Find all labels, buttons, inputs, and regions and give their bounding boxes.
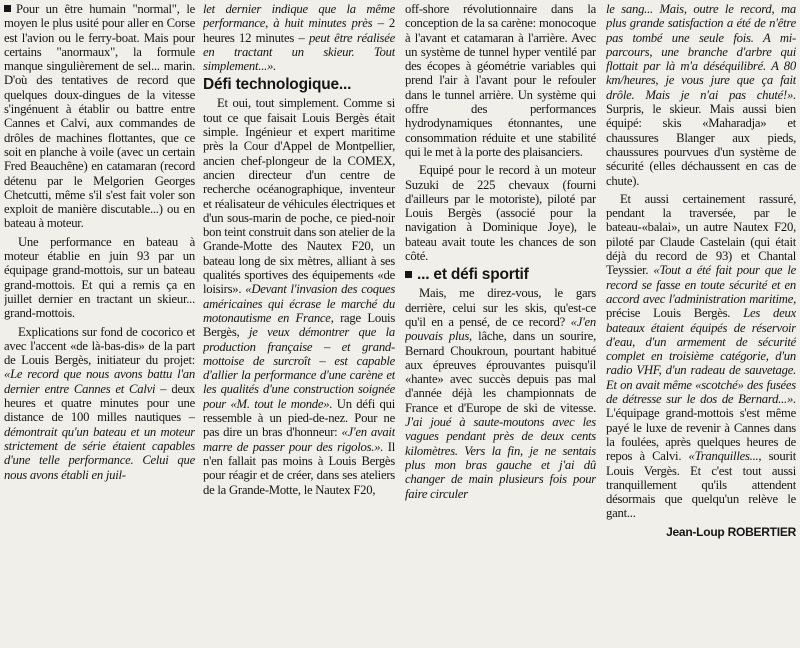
paragraph: Explications sur fond de cocorico et avec l'accent «de là-bas-dis» de la part de Louis Bergès, initiateur du projet: «Le record que nous avons battu l'an dernier entre Cannes et Calvi – deux heures et quatre minutes pour une distance de 100 milles nautiques – démontrait qu'un bateau et un moteur strictement de série étaient capables d'une telle performance. Celui que nous avons établi en juil-: [4, 324, 195, 482]
article-column-4: [606, 2, 796, 646]
author-signature: Jean-Loup ROBERTIER: [666, 524, 796, 539]
paragraph: Mais, me direz-vous, le gars derrière, celui sur les skis, qu'est-ce qu'il en a pensé, de ce record? «J'en pouvais plus, lâche, dans un sourire, Bernard Choukroun, pourtant habitué aux épreuves éprouvantes puisqu'il «hante» avec succès depuis pas mal d'année déjà les championnats de France et d'Europe de ski de vitesse. J'ai joué à saute-moutons avec les vagues pendant près de deux cents kilomètres. Vers la fin, je ne sentais plus mon bras gauche et j'ai dû changer de main plusieurs fois pour faire circuler: [405, 286, 596, 501]
article-column-2: [203, 2, 395, 646]
article-column-1: [4, 2, 195, 646]
bullet-square-icon: [405, 271, 412, 278]
paragraph: off-shore révolutionnaire dans la conception de la sa carène: monocoque à l'avant et catamaran à l'arrière. Avec un système de tunnel hyper ventilé par des écopes à géométrie variables qui prend l'air à l'avant pour le refouler dans le tunnel arrière. Un système qui offre des performances hydrodynamiques étonnantes, une consommation réduite et une stabilité qui le met à la porte des plaisanciers.: [405, 2, 596, 159]
subheading: Défi technologique...: [203, 76, 352, 94]
paragraph: le sang... Mais, outre le record, ma plus grande satisfaction a été de n'être pas tombé une seule fois. A mi-parcours, une branche d'arbre qui flottait par là m'a déséquilibré. A 80 km/heures, je vous jure que ça fait drôle. Mais je n'ai pas chuté!». Surpris, le skieur. Mais aussi bien équipé: skis «Maharadja» et chaussures Blanger aux pieds, chaussures pourvues d'un système de sécurité (elles déchaussent en cas de chute).: [606, 2, 796, 188]
paragraph: let dernier indique que la même performance, à huit minutes près – 2 heures 12 minutes – peut être réalisée en tractant un skieur. Tout simplement...».: [203, 2, 395, 74]
paragraph: Une performance en bateau à moteur établie en juin 93 par un équipage grand-mottois, sur un bateau grand-mottois. Et qui a remis ça en juillet dernier en tractant un skieur... grand-mottois.: [4, 234, 195, 321]
subheading: ... et défi sportif: [405, 266, 596, 283]
paragraph: Et oui, tout simplement. Comme si tout ce que faisait Louis Bergès était simple. Ingénieur et expert maritime près la Cour d'Appel de Montpellier, ancien chef-plongeur de la COMEX, ancien directeur d'un centre de recherche océanographique, inventeur et réalisateur de véhicules électriques et d'un sous-marin de poche, ce pied-noir bon teint construit dans son atelier de la Grande-Motte des Nautex F20, un bateau long de six mètres, alliant à ses qualités sportives des équipements «de loisirs». «Devant l'invasion des coques américaines qui écrase le marché du motonautisme en France, rage Louis Bergès, je veux démontrer que la production française – et grand-mottoise de surcroît – est capable d'allier la performance d'une carène et les qualités d'une construction soignée pour «M. tout le monde». Un défi qui ressemble à un pied-de-nez. Pour ne pas dire un bras d'honneur: «J'en avait marre de passer pour des rigolos.». Il n'en fallait pas moins à Louis Bergès pour réagir et de créer, dans ses ateliers de la Grande-Motte, le Nautex F20,: [203, 96, 395, 497]
paragraph: Equipé pour le record à un moteur Suzuki de 225 chevaux (fourni d'ailleurs par le motoriste), piloté par Louis Bergès (associé pour la navigation à Dominique Joye), le bateau avait toute les chances de son côté.: [405, 163, 596, 264]
paragraph-intro: Pour un être humain "normal", le moyen le plus usité pour aller en Corse est l'avion ou le ferry-boat. Mais pour certains "anormaux", la formule manque singulièrement de sel... marin. D'où des tentatives de record que quelques doux-dingues de la vitesse s'ingénuent à établir ou battre entre Cannes et Calvi, aux commandes de drôles de machines flottantes, que ce soit en planche à voile (avec un certain Fred Beauchêne) en catamaran (record détenu par le Melgorien Georges Chetcutti, même s'il s'est fait voler son exploit de manière discutable...) ou en bateau à moteur.: [4, 2, 195, 231]
article-column-3: [405, 2, 596, 646]
paragraph: Et aussi certainement rassuré, pendant la traversée, par le bateau-«balai», un autre Nautex F20, piloté par Claude Castelain (qui était déjà du record de 93) et Chantal Teyssier. «Tout a été fait pour que le record se fasse en toute sécurité et en accord avec l'administration maritime, précise Louis Bergès. Les deux bateaux étaient équipés de réservoir d'eau, d'un armement de sécurité complet en troisième catégorie, d'un radio VHF, d'un radeau de sauvetage. Et on avait même «scotché» des fusées de détresse sur le dos de Bernard...». L'équipage grand-mottois s'est même payé le luxe de revenir à Cannes dans la foulées, après quelques heures de repos à Calvi. «Tranquilles..., sourit Louis Vergès. Et c'est tout aussi tranquillement qu'ils attendent désormais que quelqu'un relève le gant...: [606, 191, 796, 521]
bullet-square-icon: [4, 5, 11, 12]
